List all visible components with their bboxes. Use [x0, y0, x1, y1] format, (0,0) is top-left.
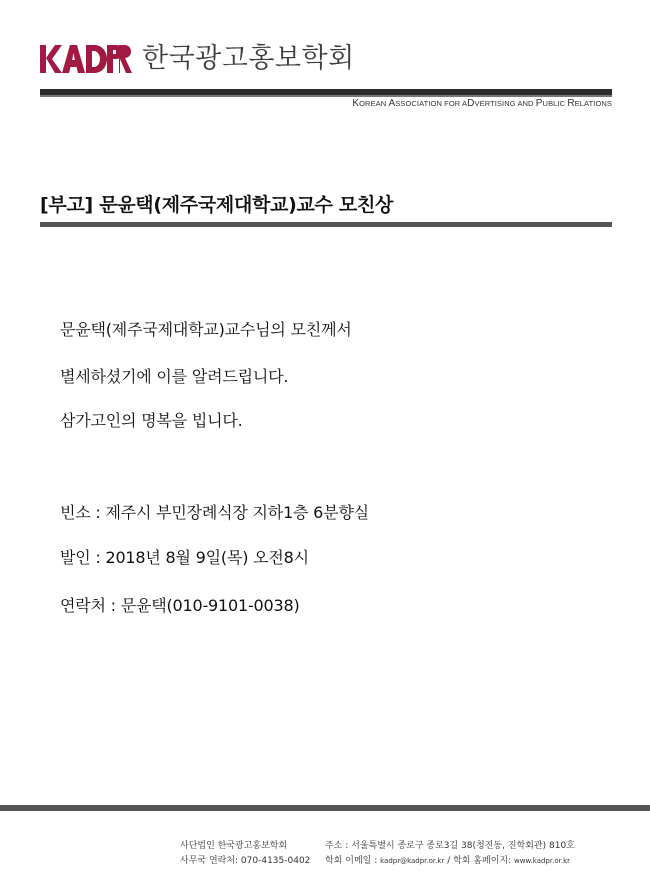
- kadpr-logo-icon: [40, 43, 132, 75]
- title-divider: [40, 222, 612, 227]
- org-name-english: KOREAN ASSOCIATION FOR ADVERTISING AND PUBLIC RELATIONS: [352, 98, 612, 109]
- footer-homepage-link[interactable]: www.kadpr.or.kr: [514, 857, 571, 865]
- footer-row: [180, 853, 620, 866]
- footer-address: 주소 : 서울특별시 종로구 종로3길 38(청진동, 진학회관) 810호: [325, 841, 575, 851]
- footer-divider: [0, 805, 650, 811]
- org-name-korean: 한국광고홍보학회: [142, 43, 355, 74]
- funeral-procession: 발인 : 2018년 8월 9일(목) 오전8시: [60, 548, 309, 567]
- footer-email-link[interactable]: kadpr@kadpr.or.kr: [380, 857, 445, 865]
- header-divider-thin: [40, 95, 612, 97]
- footer-org: 사단법인 한국광고홍보학회: [180, 841, 288, 851]
- footer-separator: /: [444, 856, 454, 866]
- footer-homepage-label: 학회 홈페이지:: [453, 856, 515, 866]
- footer-email-label: 학회 이메일 :: [325, 856, 381, 866]
- body-line: 문윤택(제주국제대학교)교수님의 모친께서: [60, 320, 352, 339]
- funeral-venue: 빈소 : 제주시 부민장례식장 지하1층 6분향실: [60, 503, 369, 522]
- footer-office-phone: 사무국 연락처: 070-4135-0402: [180, 856, 311, 866]
- org-logo: [40, 42, 355, 76]
- document-title: [부고] 문윤택(제주국제대학교)교수 모친상: [40, 194, 394, 216]
- footer-row: [180, 838, 620, 851]
- body-line: 삼가고인의 명복을 빕니다.: [60, 411, 243, 430]
- body-line: 별세하셨기에 이를 알려드립니다.: [60, 367, 289, 386]
- contact-info: 연락처 : 문윤택(010-9101-0038): [60, 596, 300, 615]
